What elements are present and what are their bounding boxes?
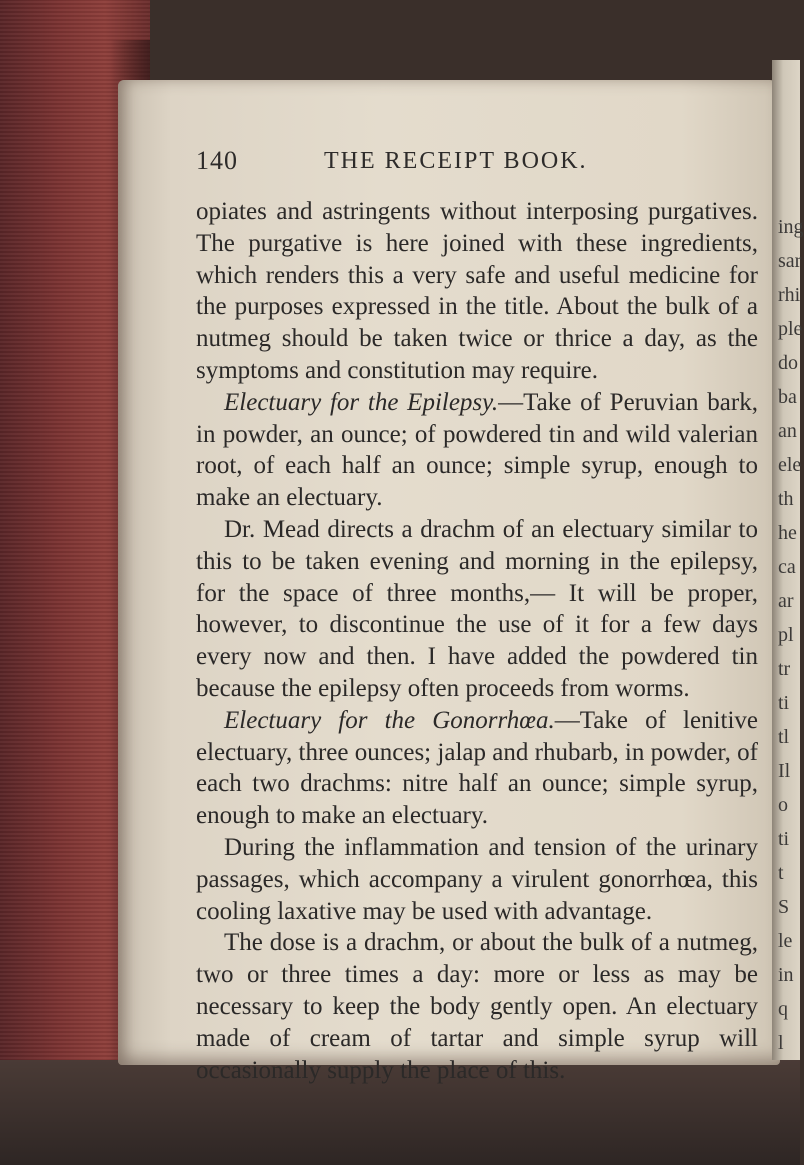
facing-page-fragment: Il	[778, 760, 791, 782]
facing-page-fragment: t	[778, 862, 784, 884]
facing-page-fragment: S	[778, 896, 790, 918]
facing-page-fragment: pl	[778, 624, 794, 646]
facing-page-fragment: tl	[778, 726, 790, 748]
paragraph-text: During the inflammation and tension of the urinary passages, which accompany a virulent gonorrhœa, this cooling laxative may be used with advantage.	[196, 833, 758, 925]
paragraph-text: opiates and astringents without interposing purgatives. The purgative is here joined with these ingredients, which renders this a very safe and useful medicine for the purposes expressed in the title. About the bulk of a nutmeg should be taken twice or thrice a day, as the symptoms and constitution may require.	[196, 198, 758, 384]
facing-page-fragment: ing	[778, 216, 804, 238]
facing-page-strip	[772, 60, 804, 1060]
paragraph	[196, 927, 758, 1086]
page-header	[196, 146, 756, 186]
facing-page-fragment: ele	[778, 454, 802, 476]
paragraph-title: Electuary for the Gonorrhœa.	[224, 706, 555, 734]
paragraph-text: —Take of Peruvian bark, in powder, an ounce; of powdered tin and wild valerian root, of each half an ounce; simple syrup, enough to make an electuary.	[196, 388, 758, 512]
facing-page-fragment: ca	[778, 556, 796, 578]
paragraph	[196, 196, 758, 387]
paragraph	[196, 387, 758, 514]
paragraph	[196, 705, 758, 832]
page-body	[196, 196, 758, 1086]
facing-page-fragment: o	[778, 794, 788, 816]
paragraph	[196, 832, 758, 927]
facing-page-fragment: q	[778, 998, 788, 1020]
facing-page-fragment: do	[778, 352, 798, 374]
facing-page-fragment: ti	[778, 828, 790, 850]
running-head: THE RECEIPT BOOK.	[324, 148, 588, 174]
facing-page-fragment: ple	[778, 318, 803, 340]
facing-page-fragment: sar	[778, 250, 802, 272]
facing-page-fragment: tr	[778, 658, 791, 680]
facing-page-fragment: le	[778, 930, 793, 952]
facing-page-fragments	[772, 60, 804, 1060]
paragraph	[196, 514, 758, 705]
facing-page-fragment: an	[778, 420, 797, 442]
paragraph-title: Electuary for the Epilepsy.	[224, 388, 499, 416]
facing-page-fragment: th	[778, 488, 794, 510]
page-number: 140	[196, 146, 238, 175]
paragraph-text: —Take of lenitive electuary, three ounces; jalap and rhubarb, in powder, of each two drachms: nitre half an ounce; simple syrup, enough to make an electuary.	[196, 706, 758, 830]
paragraph-text: The dose is a drachm, or about the bulk of a nutmeg, two or three times a day: more or less as may be necessary to keep the body gently open. An electuary made of cream of tartar and simple syrup will occasionally supply the place of this.	[196, 929, 758, 1084]
facing-page-fragment: he	[778, 522, 797, 544]
facing-page-fragment: ti	[778, 692, 790, 714]
facing-page-fragment: in	[778, 964, 794, 986]
facing-page-fragment: ba	[778, 386, 797, 408]
facing-page-fragment: rhi	[778, 284, 801, 306]
facing-page-fragment: l	[778, 1032, 784, 1054]
facing-page-fragment: ar	[778, 590, 794, 612]
paragraph-text: Dr. Mead directs a drachm of an electuary similar to this to be taken evening and morning in the epilepsy, for the space of three months,— It will be proper, however, to discontinue the use of it for a few days every now and then. I have added the powdered tin because the epilepsy often proceeds from worms.	[196, 515, 758, 702]
